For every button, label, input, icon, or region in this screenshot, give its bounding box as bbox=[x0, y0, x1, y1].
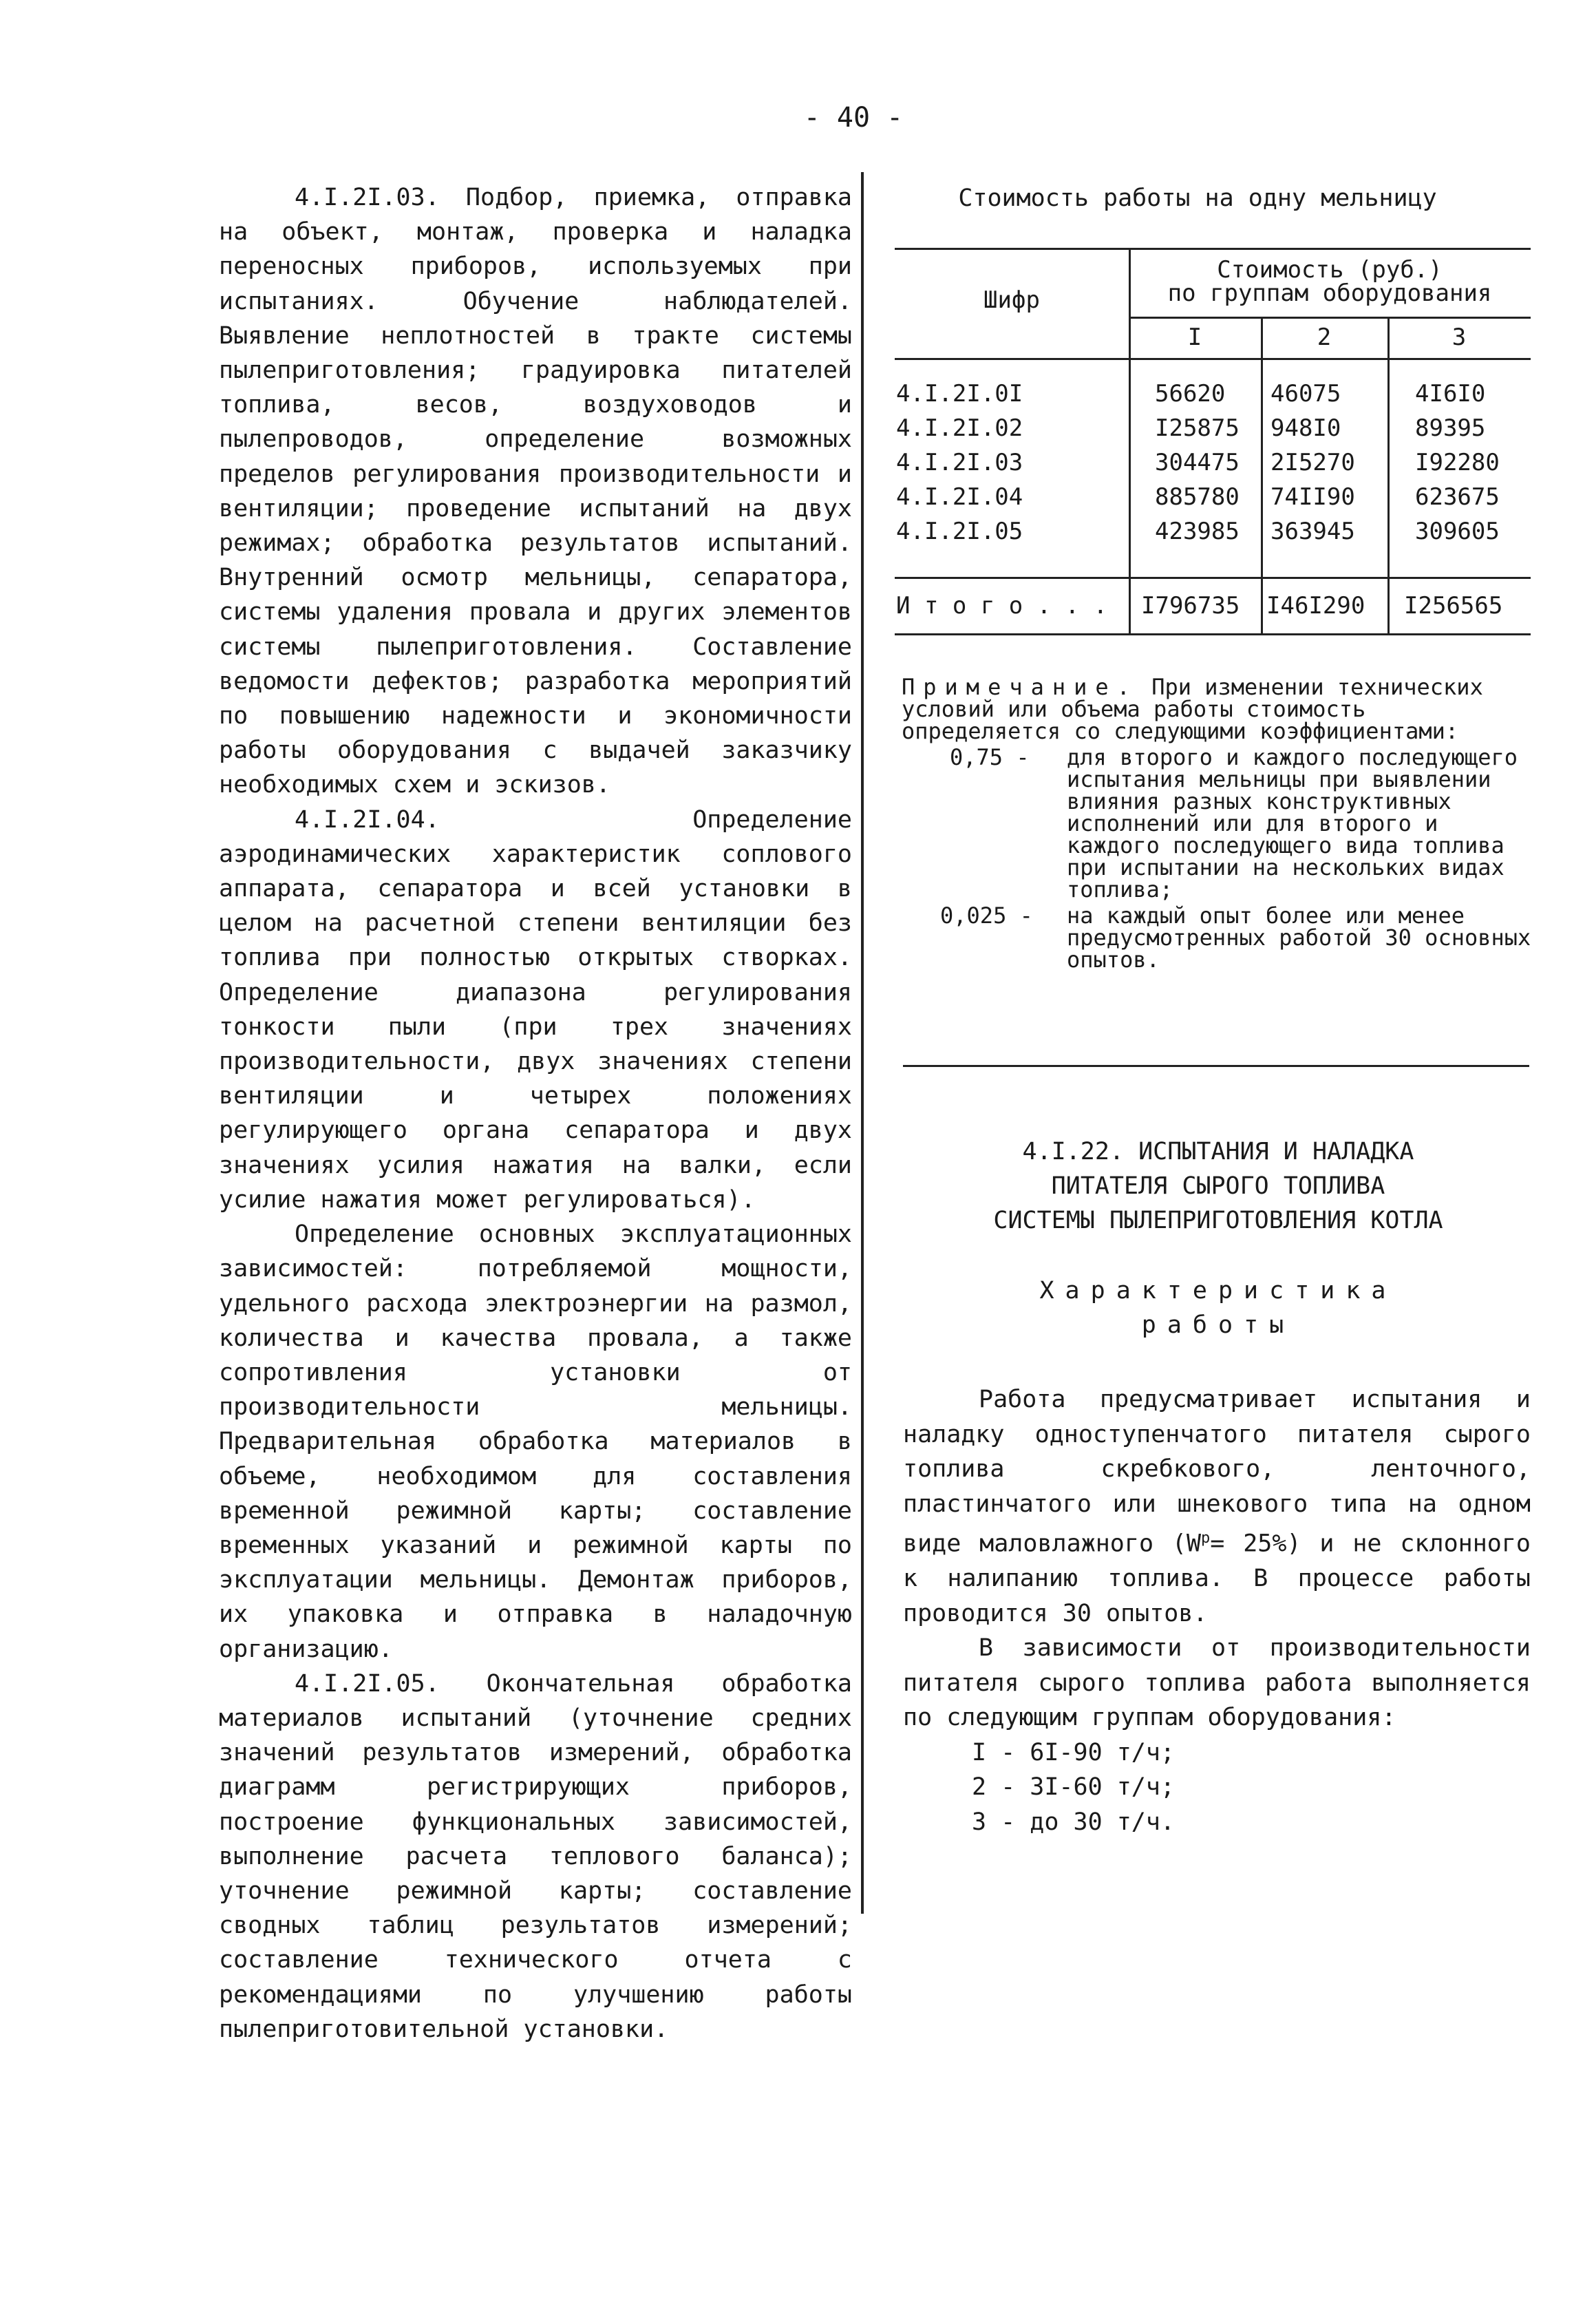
left-column bbox=[219, 180, 852, 2047]
section-subheading bbox=[902, 1274, 1535, 1342]
note-label: Примечание. bbox=[902, 674, 1138, 700]
column-rule-3 bbox=[1387, 317, 1390, 633]
row-code: 4.I.2I.04 bbox=[896, 483, 1023, 511]
header-group-1: I bbox=[1187, 324, 1202, 351]
total-top-rule bbox=[895, 577, 1531, 579]
note-intro-block bbox=[902, 676, 1535, 742]
row-cost-group-3: I92280 bbox=[1415, 449, 1500, 476]
row-cost-group-3: 623675 bbox=[1415, 483, 1500, 511]
table-note bbox=[902, 676, 1535, 971]
row-code: 4.I.2I.05 bbox=[896, 518, 1023, 545]
row-cost-group-1: I25875 bbox=[1155, 414, 1240, 442]
column-divider bbox=[861, 172, 864, 1914]
total-group-2: I46I290 bbox=[1266, 592, 1365, 620]
note-coefficient: 0,75 - bbox=[950, 744, 1030, 770]
work-description-a: Работа предусматривает испытания и наладку одноступенчатого питателя сырого топлива скребкового, ленточного, пластинчатого или шнекового типа на одном виде маловлажного (W bbox=[903, 1386, 1531, 1558]
row-cost-group-1: 56620 bbox=[1155, 380, 1226, 408]
header-group-3: 3 bbox=[1451, 324, 1467, 351]
equipment-group: 2 - 3I-60 т/ч; bbox=[972, 1773, 1176, 1802]
row-code: 4.I.2I.02 bbox=[896, 414, 1023, 442]
row-cost-group-1: 423985 bbox=[1155, 518, 1240, 545]
row-cost-group-2: 74II90 bbox=[1270, 483, 1355, 511]
section-separator bbox=[903, 1065, 1529, 1067]
table-bottom-rule bbox=[895, 633, 1531, 635]
section-heading-line: СИСТЕМЫ ПЫЛЕПРИГОТОВЛЕНИЯ КОТЛА bbox=[993, 1207, 1443, 1234]
note-item bbox=[902, 902, 1535, 973]
total-group-1: I796735 bbox=[1141, 592, 1240, 620]
row-cost-group-2: 363945 bbox=[1270, 518, 1355, 545]
header-bottom-rule bbox=[895, 358, 1531, 360]
row-cost-group-1: 885780 bbox=[1155, 483, 1240, 511]
page-number: - 40 - bbox=[803, 102, 904, 134]
group-header-rule bbox=[1129, 317, 1531, 319]
right-column-text bbox=[903, 1382, 1531, 1839]
total-label: И т о г о . . . bbox=[896, 592, 1108, 620]
total-group-3: I256565 bbox=[1404, 592, 1503, 620]
table-caption: Стоимость работы на одну мельницу bbox=[958, 184, 1437, 212]
column-rule-2 bbox=[1261, 317, 1263, 633]
section-heading-line: ПИТАТЕЛЯ СЫРОГО ТОПЛИВА bbox=[1051, 1172, 1385, 1200]
groups-intro: В зависимости от производительности питателя сырого топлива работа выполняется по следующим группам оборудования: bbox=[903, 1634, 1531, 1732]
header-code: Шифр bbox=[983, 286, 1040, 314]
row-code: 4.I.2I.03 bbox=[896, 449, 1023, 476]
section-heading bbox=[902, 1134, 1535, 1238]
section-heading-line: 4.I.22. ИСПЫТАНИЯ И НАЛАДКА bbox=[1022, 1138, 1414, 1165]
row-cost-group-3: 309605 bbox=[1415, 518, 1500, 545]
row-cost-group-1: 304475 bbox=[1155, 449, 1240, 476]
table-top-rule bbox=[895, 248, 1531, 250]
note-intro: При изменении технических условий или объема работы стоимость определяется со следующими коэффициентами: bbox=[902, 674, 1483, 744]
row-cost-group-3: 4I6I0 bbox=[1415, 380, 1486, 408]
note-text: для второго и каждого последующего испытания мельницы при выявлении влияния разных конструктивных исполнений или для второго и каждого последующего вида топлива при испытании на нескольких видах топлива; bbox=[1067, 744, 1518, 902]
note-item bbox=[902, 746, 1535, 900]
row-code: 4.I.2I.0I bbox=[896, 380, 1023, 408]
row-cost-group-2: 2I5270 bbox=[1270, 449, 1355, 476]
equipment-group: I - 6I-90 т/ч; bbox=[972, 1738, 1176, 1766]
header-group-2: 2 bbox=[1317, 324, 1332, 351]
row-cost-group-2: 948I0 bbox=[1270, 414, 1341, 442]
work-description-b: = 25%) и не склонного к налипанию топлива. В процессе работы проводится 30 опытов. bbox=[903, 1530, 1531, 1627]
equipment-group: 3 - до 30 т/ч. bbox=[972, 1808, 1176, 1836]
paragraph-4-1-21-03: 4.I.2I.03. Подбор, приемка, отправка на объект, монтаж, проверка и наладка переносных приборов, используемых при испытаниях. Обучение наблюдателей. Выявление неплотностей в тракте системы пылеприготовления; градуировка питателей топлива, весов, воздуховодов и пылепроводов, определение возможных пределов регулирования производительности и вентиляции; проведение испытаний на двух режимах; обработка результатов испытаний. Внутренний осмотр мельницы, сепаратора, системы удаления провала и других элементов системы пылеприготовления. Составление ведомости дефектов; разработка мероприятий по повышению надежности и экономичности работы оборудования с выдачей заказчику необходимых схем и эскизов. bbox=[219, 184, 852, 799]
note-coefficient: 0,025 - bbox=[940, 902, 1033, 929]
note-text: на каждый опыт более или менее предусмотренных работой 30 основных опытов. bbox=[1067, 902, 1531, 973]
header-cost-line2: по группам оборудования bbox=[1167, 279, 1492, 307]
row-cost-group-3: 89395 bbox=[1415, 414, 1486, 442]
work-description bbox=[903, 1382, 1531, 1631]
header-cost-line1: Стоимость (руб.) bbox=[1217, 256, 1443, 284]
subheading-line: работы bbox=[1141, 1311, 1295, 1339]
paragraph-operational-dependencies: Определение основных эксплуатационных зависимостей: потребляемой мощности, удельного расхода электроэнергии на размол, количества и качества провала, а также сопротивления установки от производительности мельницы. Предварительная обработка материалов в объеме, необходимом для составления временной режимной карты; составление временных указаний и режимной карты по эксплуатации мельницы. Демонтаж приборов, их упаковка и отправка в наладочную организацию. bbox=[219, 1221, 852, 1663]
row-cost-group-2: 46075 bbox=[1270, 380, 1341, 408]
paragraph-4-1-21-04: 4.I.2I.04. Определение аэродинамических характеристик соплового аппарата, сепаратора и всей установки в целом на расчетной степени вентиляции без топлива при полностью открытых створках. Определение диапазона регулирования тонкости пыли (при трех значениях производительности, двух значениях степени вентиляции и четырех положениях регулирующего органа сепаратора и двух значениях усилия нажатия на валки, если усилие нажатия может регулироваться). bbox=[219, 805, 852, 1214]
moisture-superscript: р bbox=[1201, 1530, 1211, 1547]
subheading-line: Характеристика bbox=[1039, 1277, 1397, 1304]
paragraph-4-1-21-05: 4.I.2I.05. Окончательная обработка материалов испытаний (уточнение средних значений результатов измерений, обработка диаграмм регистрирующих приборов, построение функциональных зависимостей, выполнение расчета теплового баланса); уточнение режимной карты; составление сводных таблиц результатов измерений; составление технического отчета с рекомендациями по улучшению работы пылеприготовительной установки. bbox=[219, 1669, 852, 2043]
